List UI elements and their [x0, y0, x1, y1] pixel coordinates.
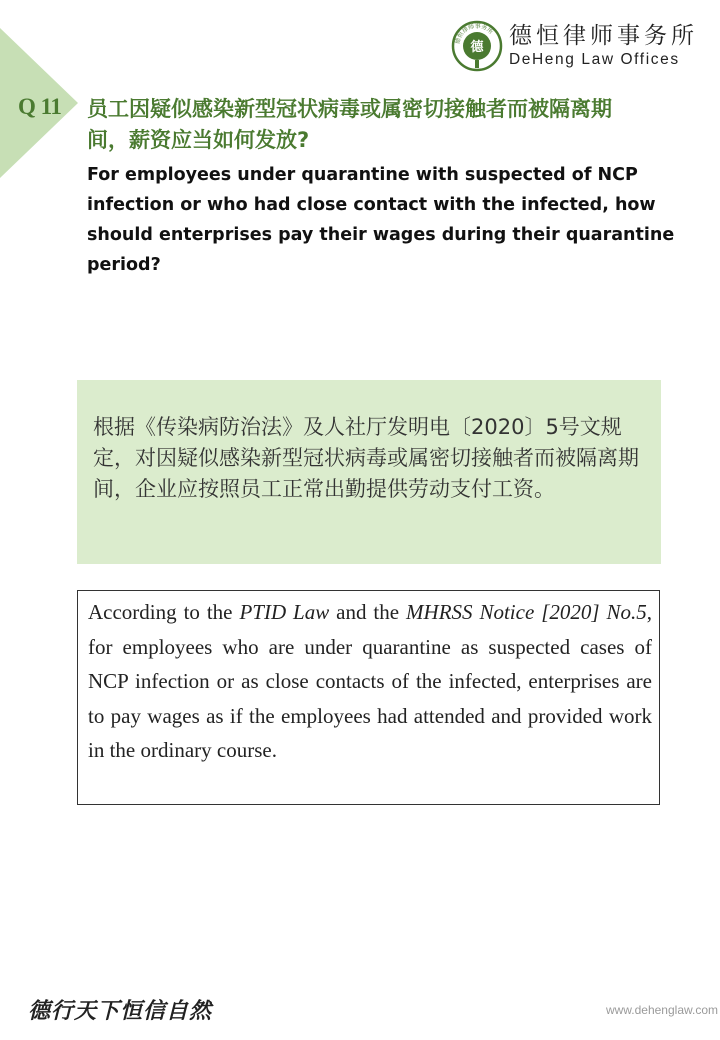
svg-text:德: 德 — [470, 40, 484, 55]
answer-en-part3: , for employees who are under quarantine as suspected cases of NCP infection or as close contacts of the infected, enterprises are to pay wages as if the employees had attended and provided work in the ordinary course. — [88, 600, 652, 762]
firm-logo — [451, 20, 698, 72]
answer-cn-box — [77, 380, 661, 564]
question-number: Q 11 — [18, 94, 62, 119]
answer-en-part2: and the — [329, 600, 407, 624]
calligraphy-motto: 德行天下恒信自然 — [28, 998, 213, 1024]
answer-en-text — [88, 595, 652, 768]
firm-name-cn: 德恒律师事务所 — [509, 23, 698, 49]
answer-cn-text: 根据《传染病防治法》及人社厅发明电〔2020〕5号文规定，对因疑似感染新型冠状病毒或属密切接触者而被隔离期间，企业应按照员工正常出勤提供劳动支付工资。 — [93, 415, 639, 501]
website-url: www.dehenglaw.com — [605, 1003, 718, 1017]
firm-name-en: DeHeng Law Offices — [509, 51, 680, 68]
law-name: PTID Law — [239, 600, 330, 624]
answer-en-box — [77, 590, 660, 805]
firm-seal-icon — [451, 20, 503, 72]
notice-name: MHRSS Notice [2020] No.5 — [406, 600, 647, 624]
question-title-cn: 员工因疑似感染新型冠状病毒或属密切接触者而被隔离期间，薪资应当如何发放? — [87, 97, 612, 152]
answer-en-part1: According to the — [88, 600, 240, 624]
question-title-en: For employees under quarantine with suspected of NCP infection or who had close contact with the infected, how should enterprises pay their wages during their quarantine period? — [87, 165, 675, 275]
seal-arc-text: 德恒律师事务所 — [453, 22, 495, 45]
